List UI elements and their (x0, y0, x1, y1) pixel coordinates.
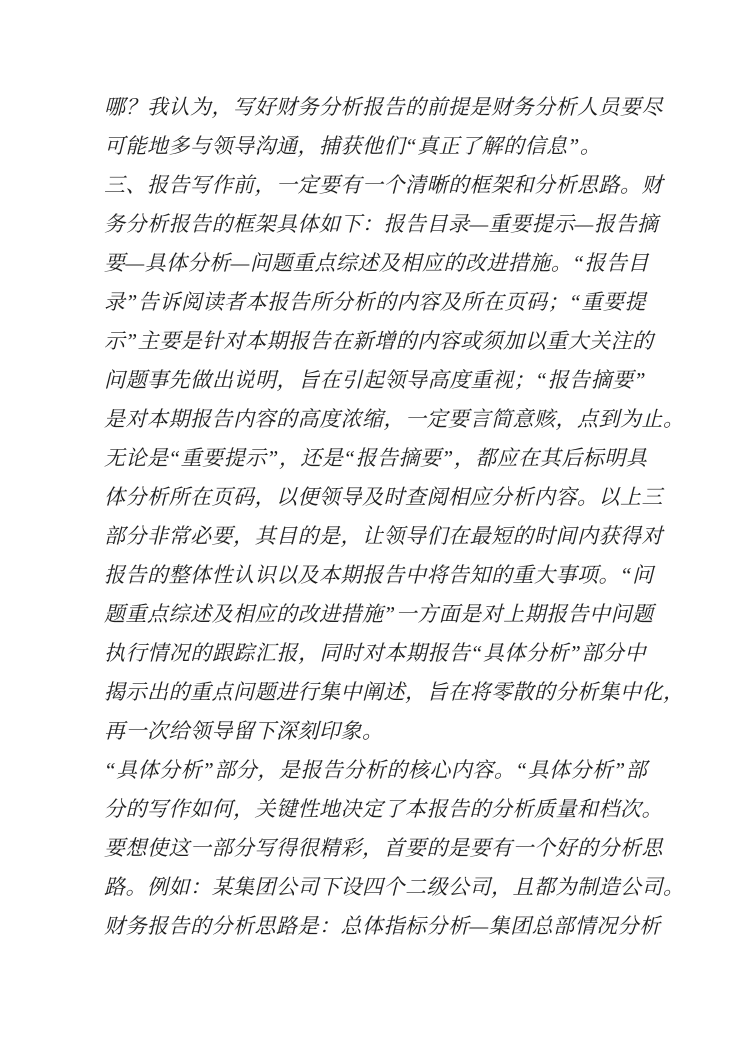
text-line: 是对本期报告内容的高度浓缩，一定要言简意赅，点到为止。 (104, 407, 685, 431)
text-line: 再一次给领导留下深刻印象。 (104, 719, 384, 743)
text-line: 部分非常必要，其目的是，让领导们在最短的时间内获得对 (104, 524, 663, 548)
document-text-block (104, 88, 685, 946)
text-line: 可能地多与领导沟通，捕获他们“真正了解的信息”。 (104, 134, 602, 158)
text-line: 三、报告写作前，一定要有一个清晰的框架和分析思路。财 (104, 173, 663, 197)
text-line: 要—具体分析—问题重点综述及相应的改进措施。“报告目 (104, 251, 650, 275)
text-line: 财务报告的分析思路是：总体指标分析—集团总部情况分析 (104, 914, 661, 938)
text-line: 示”主要是针对本期报告在新增的内容或须加以重大关注的 (104, 329, 654, 353)
text-line: 务分析报告的框架具体如下：报告目录—重要提示—报告摘 (104, 212, 659, 236)
text-line: 体分析所在页码，以便领导及时查阅相应分析内容。以上三 (104, 485, 663, 509)
text-line: 执行情况的跟踪汇报，同时对本期报告“具体分析”部分中 (104, 641, 646, 665)
text-line: 报告的整体性认识以及本期报告中将告知的重大事项。“问 (104, 563, 654, 587)
text-line: 分的写作如何，关键性地决定了本报告的分析质量和档次。 (104, 797, 663, 821)
text-line: 路。例如：某集团公司下设四个二级公司，且都为制造公司。 (104, 875, 685, 899)
text-line: 揭示出的重点问题进行集中阐述，旨在将零散的分析集中化， (104, 680, 685, 704)
text-line: 无论是“重要提示”，还是“报告摘要”，都应在其后标明具 (104, 446, 648, 470)
text-line: 录”告诉阅读者本报告所分析的内容及所在页码；“重要提 (104, 290, 646, 314)
text-line: 要想使这一部分写得很精彩，首要的是要有一个好的分析思 (104, 836, 663, 860)
text-line: “具体分析”部分，是报告分析的核心内容。“具体分析”部 (104, 758, 648, 782)
text-line: 题重点综述及相应的改进措施”一方面是对上期报告中问题 (104, 602, 654, 626)
text-line: 问题事先做出说明，旨在引起领导高度重视；“报告摘要” (104, 368, 646, 392)
text-line: 哪？我认为，写好财务分析报告的前提是财务分析人员要尽 (104, 95, 663, 119)
